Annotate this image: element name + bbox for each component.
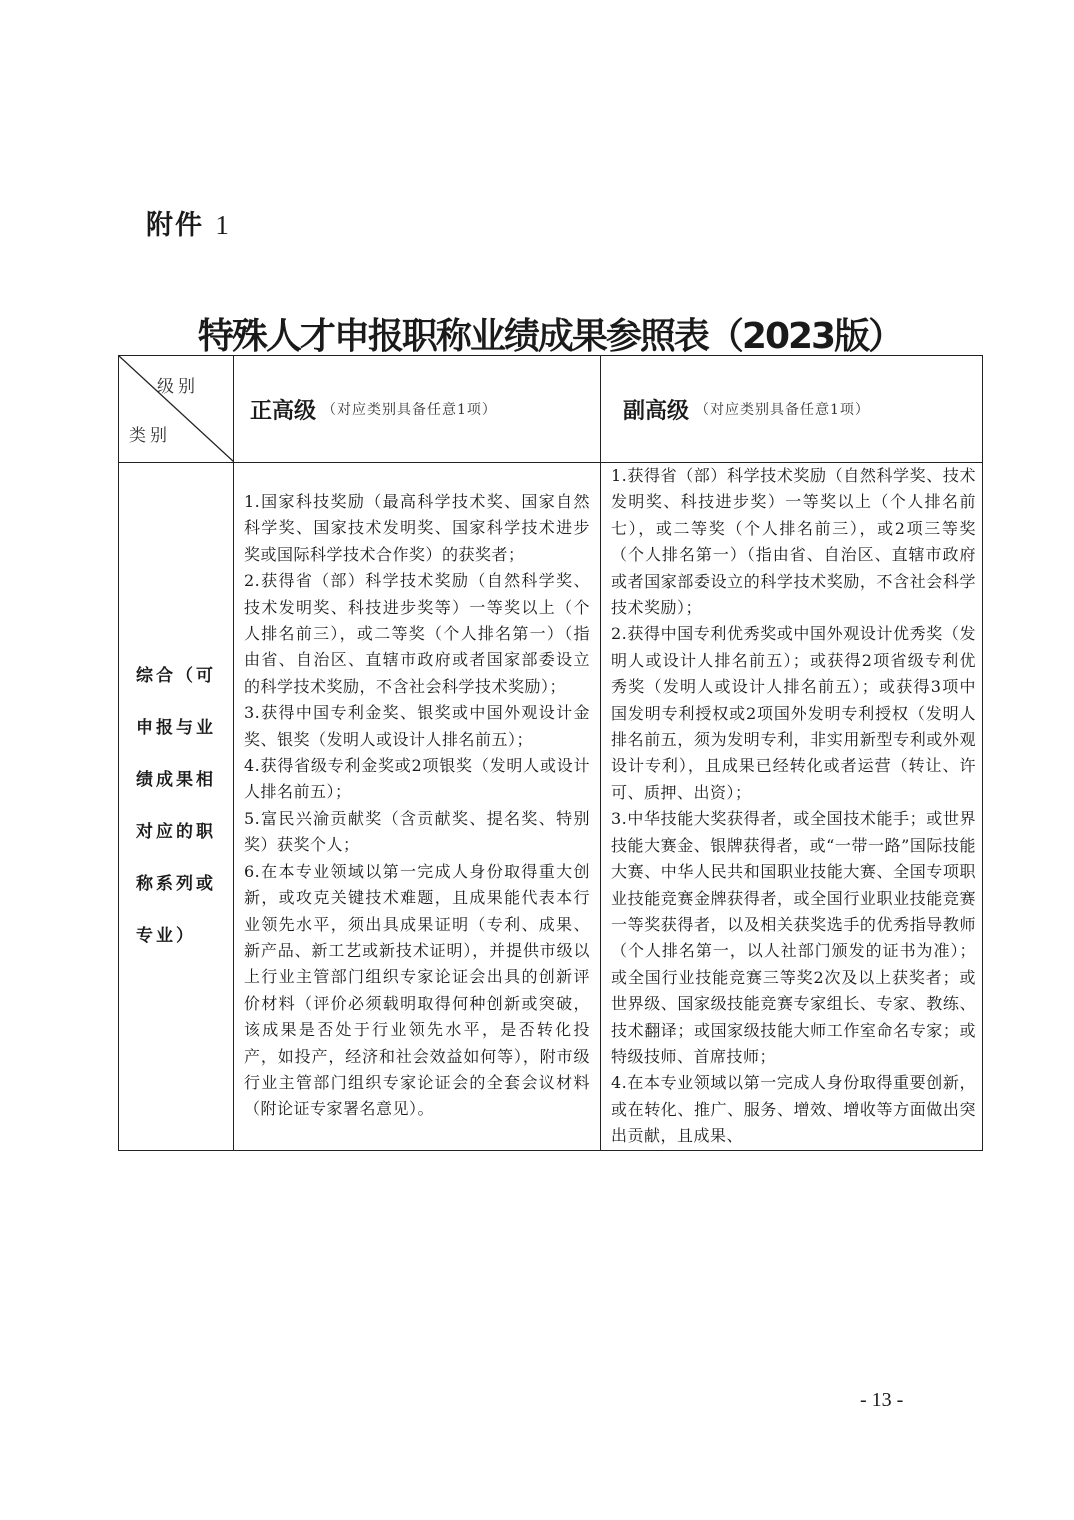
criteria-item: 5.富民兴渝贡献奖（含贡献奖、提名奖、特别奖）获奖个人； (244, 808, 590, 855)
page-number: - 13 - (860, 1389, 904, 1411)
criteria-item: 1.国家科技奖励（最高科学技术奖、国家自然科学奖、国家技术发明奖、国家科学技术进步奖或国际科学技术合作奖）的获奖者； (244, 492, 590, 564)
criteria-item: 4.在本专业领域以第一完成人身份取得重要创新，或在转化、推广、服务、增效、增收等方面做出突出贡献，且成果、 (611, 1073, 976, 1146)
criteria-item: 1.获得省（部）科学技术奖励（自然科学奖、技术发明奖、科技进步奖）一等奖以上（个人排名前七），或二等奖（个人排名前三），或2项三等奖（个人排名第一）（指由省、自治区、直辖市政府或者国家部委设立的科学技术奖励，不含社会科学技术奖励）； (611, 466, 976, 618)
col1-header (234, 356, 601, 463)
corner-level-label: 级别 (157, 377, 199, 397)
category-line: 对应的职 (136, 822, 216, 843)
table-header-row (119, 356, 983, 463)
col2-heading: 副高级 (623, 398, 690, 424)
criteria-item: 3.获得中国专利金奖、银奖或中国外观设计金奖、银奖（发明人或设计人排名前五）； (244, 703, 590, 749)
corner-category-label: 类别 (129, 426, 171, 446)
corner-cell (119, 356, 234, 463)
category-line: 综合（可 (136, 666, 216, 687)
category-line: 称系列或 (136, 874, 216, 895)
criteria-item: 4.获得省级专利金奖或2项银奖（发明人或设计人排名前五）； (244, 756, 590, 802)
col1-note: （对应类别具备任意1项） (322, 402, 497, 418)
criteria-item: 2.获得中国专利优秀奖或中国外观设计优秀奖（发明人或设计人排名前五）；或获得2项省级专利优秀奖（发明人或设计人排名前五）；或获得3项中国发明专利授权或2项国外发明专利授权（发明人排名前五，须为发明专利，非实用新型专利或外观设计专利），且成果已经转化或者运营（转让、许可、质押、出资）； (611, 624, 976, 802)
page-title: 特殊人才申报职称业绩成果参照表（2023版） (197, 316, 903, 357)
col2-header (601, 356, 983, 463)
category-line: 绩成果相 (136, 770, 216, 791)
category-line: 专业） (136, 926, 196, 947)
category-cell (119, 463, 234, 1151)
col1-heading: 正高级 (250, 398, 317, 424)
col2-content (601, 463, 983, 1151)
table-row (119, 463, 983, 1151)
attachment-number: 1 (215, 210, 231, 240)
attachment-text: 附件 (146, 210, 204, 241)
col1-content (234, 463, 601, 1151)
reference-table (118, 355, 983, 1151)
criteria-item: 2.获得省（部）科学技术奖励（自然科学奖、技术发明奖、科技进步奖等）一等奖以上（个人排名前三），或二等奖（个人排名第一）（指由省、自治区、直辖市政府或者国家部委设立的科学技术奖励，不含社会科学技术奖励）； (244, 571, 590, 696)
attachment-label (146, 203, 231, 242)
category-line: 申报与业 (136, 718, 216, 739)
criteria-item: 6.在本专业领域以第一完成人身份取得重大创新，或攻克关键技术难题，且成果能代表本行业领先水平，须出具成果证明（专利、成果、新产品、新工艺或新技术证明），并提供市级以上行业主管部门组织专家论证会出具的创新评价材料（评价必须载明取得何种创新或突破，该成果是否处于行业领先水平，是否转化投产，如投产，经济和社会效益如何等），附市级行业主管部门组织专家论证会的全套会议材料（附论证专家署名意见）。 (244, 861, 590, 1119)
criteria-item: 3.中华技能大奖获得者，或全国技术能手；或世界技能大赛金、银牌获得者，或“一带一路”国际技能大赛、中华人民共和国职业技能大赛、全国专项职业技能竞赛金牌获得者，或全国行业职业技能竞赛一等奖获得者，以及相关获奖选手的优秀指导教师（个人排名第一，以人社部门颁发的证书为准）；或全国行业技能竞赛三等奖2次及以上获奖者；或世界级、国家级技能竞赛专家组长、专家、教练、技术翻译；或国家级技能大师工作室命名专家；或特级技师、首席技师； (611, 809, 976, 1066)
col2-note: （对应类别具备任意1项） (695, 402, 870, 418)
